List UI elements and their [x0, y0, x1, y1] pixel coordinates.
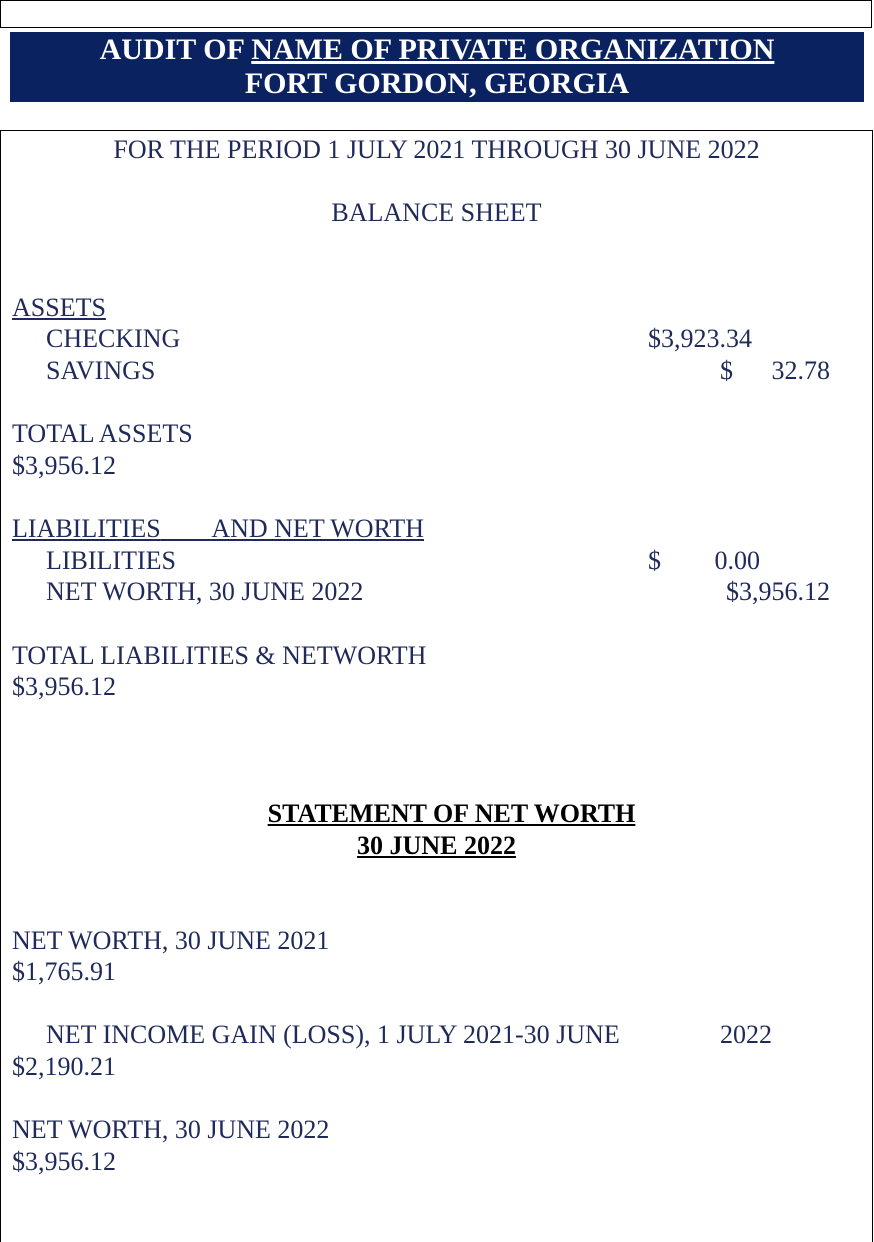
net-income-label: NET INCOME GAIN (LOSS), 1 JULY 2021-30 JUNE [46, 1020, 620, 1049]
total-assets-value: $3,956.12 [12, 451, 116, 480]
total-liabilities-value: $3,956.12 [12, 672, 116, 701]
net-worth-2022-label: NET WORTH, 30 JUNE 2022 [12, 1115, 330, 1144]
organization-name: NAME OF PRIVATE ORGANIZATION [251, 33, 775, 66]
savings-label: SAVINGS [46, 356, 156, 385]
document-body [0, 130, 873, 1242]
checking-label: CHECKING [46, 324, 181, 353]
report-location: FORT GORDON, GEORGIA [244, 67, 630, 100]
assets-heading: ASSETS [12, 293, 106, 322]
savings-value: 32.78 [771, 356, 830, 385]
liabilities-label: LIBILITIES [46, 546, 176, 575]
liabilities-heading [12, 514, 452, 544]
net-worth-2022-value: $3,956.12 [12, 1147, 116, 1176]
top-frame [0, 0, 872, 28]
statement-date: 30 JUNE 2022 [357, 831, 516, 860]
total-liabilities-label: TOTAL LIABILITIES & NETWORTH [12, 641, 427, 670]
statement-title: STATEMENT OF NET WORTH [267, 799, 636, 828]
checking-value: $3,923.34 [648, 324, 752, 353]
net-income-year: 2022 [720, 1020, 772, 1049]
header-banner [10, 32, 864, 102]
net-worth-2021-value: $1,765.91 [12, 957, 116, 986]
net-worth-value: $3,956.12 [726, 577, 830, 606]
liabilities-heading-b: AND NET WORTH [211, 514, 425, 543]
title-prefix: AUDIT OF [99, 33, 252, 66]
net-worth-2021-label: NET WORTH, 30 JUNE 2021 [12, 926, 330, 955]
net-income-value: $2,190.21 [12, 1052, 116, 1081]
savings-dollar-sign: $ [720, 356, 733, 385]
report-title [10, 33, 864, 67]
liabilities-value: 0.00 [714, 546, 760, 575]
balance-sheet-title: BALANCE SHEET [331, 198, 542, 227]
report-period: FOR THE PERIOD 1 JULY 2021 THROUGH 30 JUNE 2022 [113, 135, 760, 164]
total-assets-label: TOTAL ASSETS [12, 419, 193, 448]
net-worth-label: NET WORTH, 30 JUNE 2022 [46, 577, 364, 606]
liabilities-heading-a: LIABILITIES [12, 514, 161, 543]
liabilities-dollar-sign: $ [648, 546, 661, 575]
